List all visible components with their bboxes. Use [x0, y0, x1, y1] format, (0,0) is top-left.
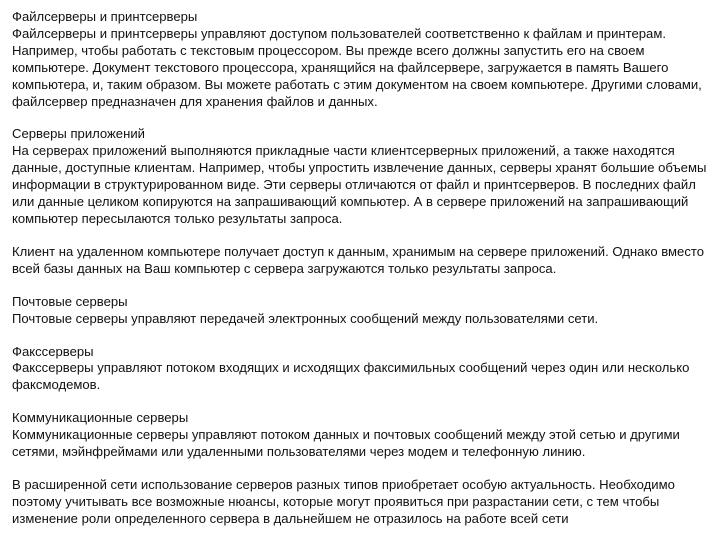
section-file-print-servers: [12, 9, 708, 110]
section-application-servers: [12, 126, 708, 227]
section-extended-network: [12, 477, 708, 528]
section-heading: Факссерверы: [12, 343, 94, 359]
section-communication-servers: [12, 410, 708, 461]
section-paragraph: На серверах приложений выполняются прикладные части клиентсерверных приложений, а также находятся данные, доступные клиентам. Например, чтобы упростить извлечение данных, серверы хранят большие объемы информации в структурированном виде. Эти серверы отличаются от файл и принтсерверов. В последних файл или данные целиком копируются на запрашивающий компьютер. А в сервере приложений на запрашивающий компьютер пересылаются только результаты запроса.: [12, 143, 707, 226]
section-paragraph: Файлсерверы и принтсерверы управляют доступом пользователей соответственно к файлам и принтерам. Например, чтобы работать с текстовым процессором. Вы прежде всего должны запустить его на своем компьютере. Документ текстового процессора, хранящийся на файлсервере, загружается в память Вашего компьютера, и, таким образом. Вы можете работать с этим документом на своем компьютере. Другими словами, файлсервер предназначен для хранения файлов и данных.: [12, 25, 702, 109]
section-heading: Почтовые серверы: [12, 293, 128, 309]
section-heading: Коммуникационные серверы: [12, 410, 189, 426]
section-paragraph: Коммуникационные серверы управляют потоком данных и почтовых сообщений между этой сетью и другими сетями, мэйнфреймами или удаленными пользователями через модем и телефонную линию.: [12, 427, 680, 460]
section-heading: Серверы приложений: [12, 126, 145, 142]
section-heading: Файлсерверы и принтсерверы: [12, 9, 198, 24]
section-remote-client: [12, 244, 708, 278]
section-mail-servers: [12, 294, 708, 328]
section-paragraph: В расширенной сети использование серверов разных типов приобретает особую актуальность. Необходимо поэтому учитывать все возможные нюансы, которые могут проявиться при разрастании сети, с тем чтобы изменение роли определенного сервера в дальнейшем не отразилось на работе всей сети: [12, 476, 675, 526]
section-paragraph: Клиент на удаленном компьютере получает доступ к данным, хранимым на сервере приложений. Однако вместо всей базы данных на Ваш компьютер с сервера загружаются только результаты запроса.: [12, 243, 705, 276]
section-paragraph: Почтовые серверы управляют передачей электронных сообщений между пользователями сети.: [12, 310, 599, 326]
section-fax-servers: [12, 344, 708, 395]
section-paragraph: Факссерверы управляют потоком входящих и исходящих факсимильных сообщений через один или несколько факсмодемов.: [12, 360, 690, 393]
